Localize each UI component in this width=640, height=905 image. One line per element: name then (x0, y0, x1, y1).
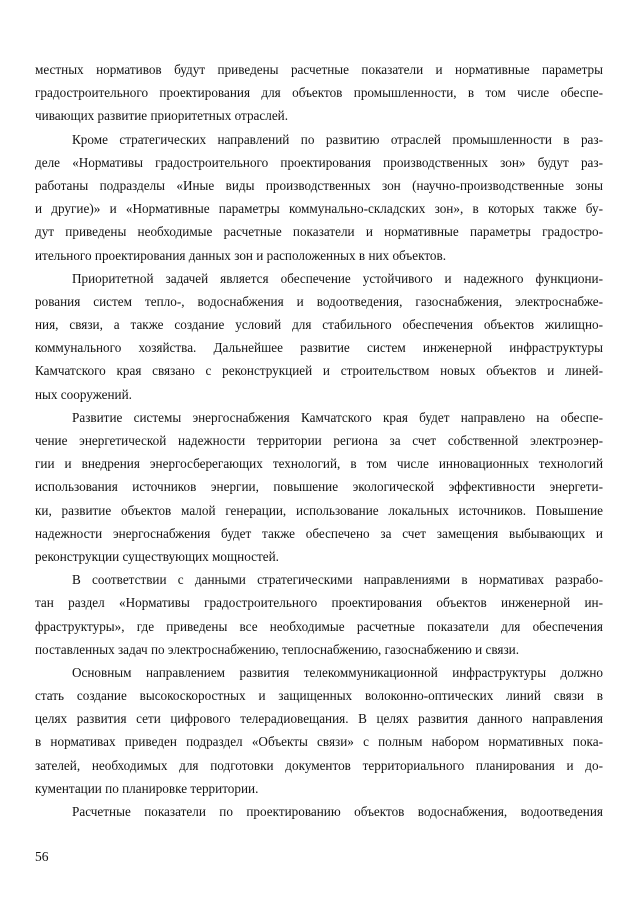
text-line: градостроительного проектирования для объектов промышленности, в том числе обеспе- (35, 85, 603, 101)
text-line: Развитие системы энергоснабжения Камчатского края будет направлено на обеспе- (72, 409, 603, 425)
text-line: работаны подразделы «Иные виды производственных зон (научно-производственные зоны (35, 177, 603, 193)
text-line: фраструктуры», где приведены все необходимые расчетные показатели для обеспечения (35, 618, 603, 634)
text-line: надежности энергоснабжения будет также обеспечено за счет замещения выбывающих и (35, 525, 603, 541)
paragraph (35, 128, 603, 267)
text-line: использования источников энергии, повышение экологической эффективности энергети- (35, 479, 603, 495)
text-line: зателей, необходимых для подготовки документов территориального планирования и до- (35, 757, 603, 773)
paragraph (35, 58, 603, 128)
paragraph (35, 661, 603, 800)
text-line: гии и внедрения энергосберегающих технологий, в том числе инновационных технологий (35, 456, 603, 472)
text-line: Приоритетной задачей является обеспечение устойчивого и надежного функциони- (72, 270, 603, 286)
text-line: Расчетные показатели по проектированию объектов водоснабжения, водоотведения (72, 804, 603, 819)
text-line: рования систем тепло-, водоснабжения и водоотведения, газоснабжения, электроснабже- (35, 293, 603, 309)
text-line: чивающих развитие приоритетных отраслей. (35, 108, 289, 124)
text-line: реконструкции существующих мощностей. (35, 548, 279, 564)
text-line: дут приведены необходимые расчетные показатели и нормативные параметры градостро- (35, 224, 603, 240)
text-line: Камчатского края связано с реконструкцией и строительством новых объектов и линей- (35, 363, 603, 379)
text-line: коммунального хозяйства. Дальнейшее развитие систем инженерной инфраструктуры (35, 340, 603, 356)
document-body (35, 58, 603, 823)
text-line: тан раздел «Нормативы градостроительного проектирования объектов инженерной ин- (35, 595, 603, 611)
text-line: целях развития сети цифрового телерадиовещания. В целях развития данного направления (35, 711, 603, 727)
text-line: ительного проектирования данных зон и расположенных в них объектов. (35, 247, 447, 263)
text-line: кументации по планировке территории. (35, 780, 259, 796)
page-number: 56 (35, 849, 49, 864)
text-line: Кроме стратегических направлений по развитию отраслей промышленности в раз- (72, 131, 603, 147)
paragraph (35, 406, 603, 568)
text-line: ных сооружений. (35, 386, 132, 402)
paragraph (35, 568, 603, 661)
text-line: Основным направлением развития телекоммуникационной инфраструктуры должно (72, 664, 603, 680)
text-line: деле «Нормативы градостроительного проектирования производственных зон» будут раз- (35, 154, 603, 170)
text-line: В соответствии с данными стратегическими направлениями в нормативах разрабо- (72, 572, 603, 588)
paragraph (35, 800, 603, 823)
text-line: и другие)» и «Нормативные параметры коммунально-складских зон», в которых также бу- (35, 201, 603, 217)
paragraph (35, 267, 603, 406)
text-line: ния, связи, а также создание условий для стабильного обеспечения объектов жилищно- (35, 317, 603, 333)
text-line: ки, развитие объектов малой генерации, использование локальных источников. Повышение (35, 502, 603, 518)
text-line: местных нормативов будут приведены расчетные показатели и нормативные параметры (35, 62, 603, 77)
text-line: в нормативах приведен подраздел «Объекты связи» с полным набором нормативных пока- (35, 734, 603, 750)
text-line: чение энергетической надежности территории региона за счет собственной электроэнер- (35, 433, 603, 448)
text-line: стать создание высокоскоростных и защищенных волоконно-оптических линий связи в (35, 688, 603, 704)
text-line: поставленных задач по электроснабжению, теплоснабжению, газоснабжению и связи. (35, 641, 520, 657)
